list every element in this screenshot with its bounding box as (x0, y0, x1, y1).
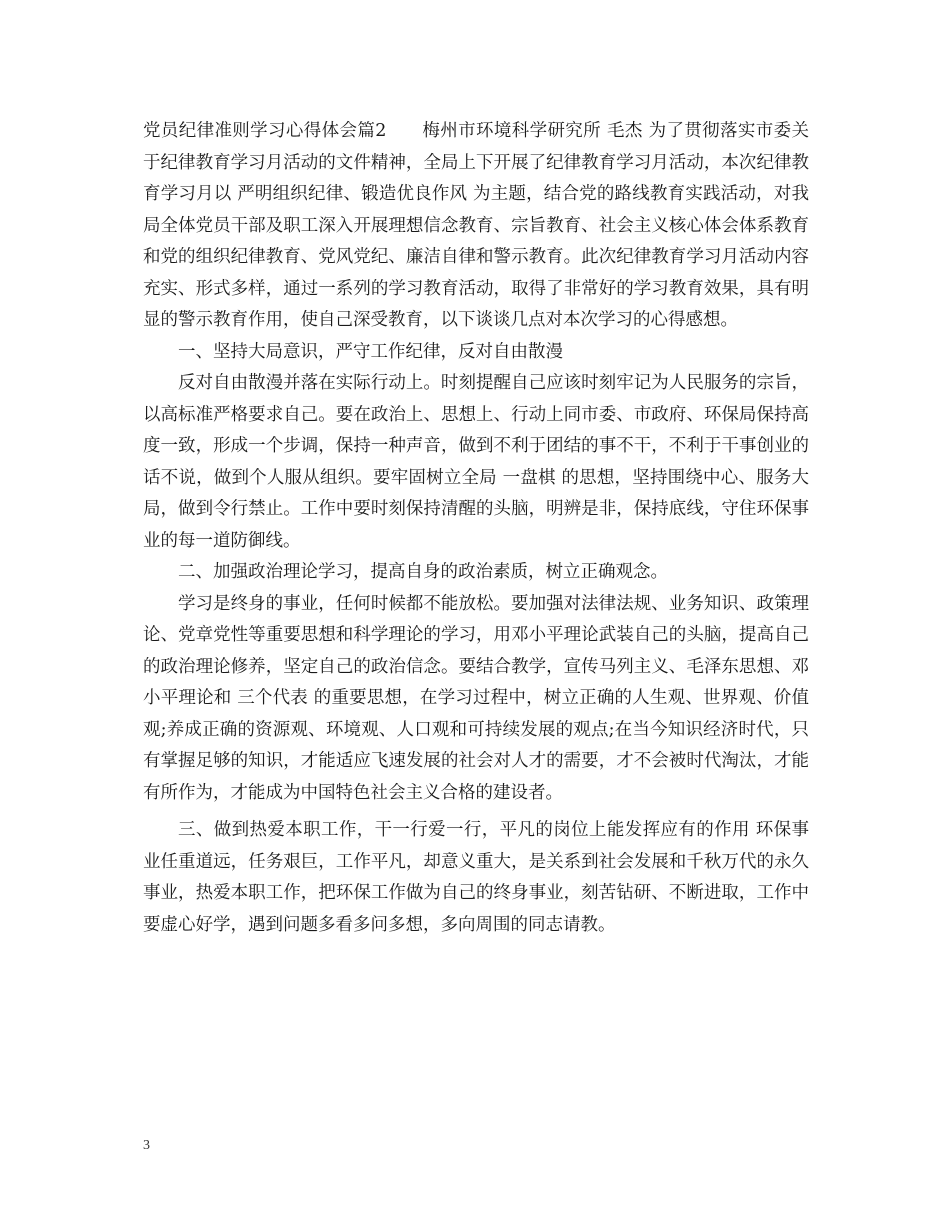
section-body-1: 反对自由散漫并落在实际行动上。时刻提醒自己应该时刻牢记为人民服务的宗旨，以高标准严格要求自己。要在政治上、思想上、行动上同市委、市政府、环保局保持高度一致，形成一个步调，保持一种声音，做到不利于团结的事不干，不利于干事创业的话不说，做到个人服从组织。要牢固树立全局 一盘棋 的思想，坚持围绕中心、服务大局，做到令行禁止。工作中要时刻保持清醒的头脑，明辨是非，保持底线，守住环保事业的每一道防御线。 (143, 373, 809, 551)
page-number: 3 (143, 1138, 150, 1153)
intro-paragraph: 党员纪律准则学习心得体会篇2 梅州市环境科学研究所 毛杰 为了贯彻落实市委关于纪律教育学习月活动的文件精神，全局上下开展了纪律教育学习月活动，本次纪律教育学习月以 严明组织纪律、锻造优良作风 为主题，结合党的路线教育实践活动，对我局全体党员干部及职工深入开展理想信念教育、宗旨教育、社会主义核心体会体系教育和党的组织纪律教育、党风党纪、廉洁自律和警示教育。此次纪律教育学习月活动内容充实、形式多样，通过一系列的学习教育活动，取得了非常好的学习教育效果，具有明显的警示教育作用，使自己深受教育，以下谈谈几点对本次学习的心得感想。 (143, 121, 809, 330)
section-heading-2: 二、加强政治理论学习，提高自身的政治素质，树立正确观念。 (178, 562, 668, 582)
section-heading-1: 一、坚持大局意识，严守工作纪律，反对自由散漫 (178, 341, 563, 362)
section-3-paragraph: 三、做到热爱本职工作，干一行爱一行，平凡的岗位上能发挥应有的作用 环保事业任重道远，任务艰巨，工作平凡，却意义重大，是关系到社会发展和千秋万代的永久事业，热爱本职工作，把环保工作做为自己的终身事业，刻苦钻研、不断进取，工作中要虚心好学，遇到问题多看多问多想，多向周围的同志请教。 (143, 820, 809, 935)
section-body-2: 学习是终身的事业，任何时候都不能放松。要加强对法律法规、业务知识、政策理论、党章党性等重要思想和科学理论的学习，用邓小平理论武装自己的头脑，提高自己的政治理论修养，坚定自己的政治信念。要结合教学，宣传马列主义、毛泽东思想、邓小平理论和 三个代表 的重要思想，在学习过程中，树立正确的人生观、世界观、价值观;养成正确的资源观、环境观、人口观和可持续发展的观点;在当今知识经济时代，只有掌握足够的知识，才能适应飞速发展的社会对人才的需要，才不会被时代淘汰，才能有所作为，才能成为中国特色社会主义合格的建设者。 (143, 593, 809, 803)
document-body (143, 116, 809, 941)
